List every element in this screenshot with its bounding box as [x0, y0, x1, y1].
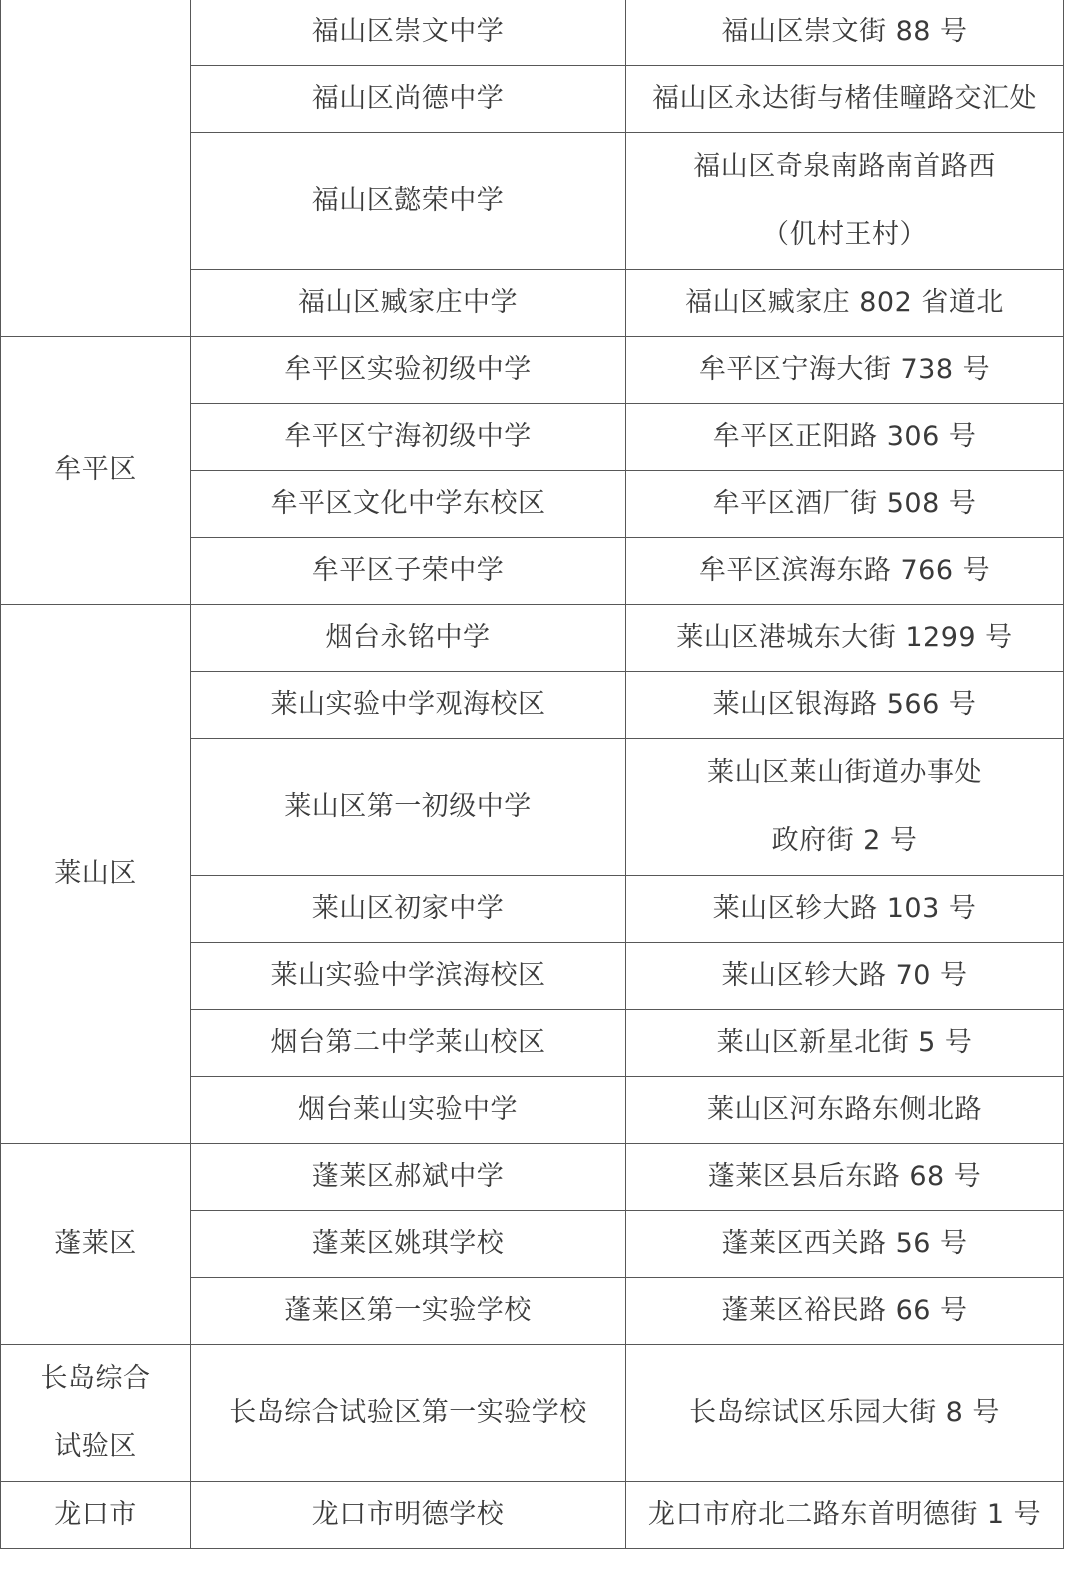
school-address: 蓬莱区县后东路 68 号 — [707, 1160, 982, 1192]
district-label-line: 试验区 — [54, 1431, 137, 1462]
school-name: 烟台永铭中学 — [325, 621, 491, 653]
school-address: 莱山区河东路东侧北路 — [707, 1093, 982, 1125]
school-name: 福山区臧家庄中学 — [298, 286, 518, 318]
school-name: 牟平区子荣中学 — [311, 554, 505, 586]
district-label: 牟平区 — [54, 454, 137, 486]
school-address-cell — [626, 943, 1064, 1010]
school-name: 福山区崇文中学 — [311, 15, 505, 47]
school-address: 龙口市府北二路东首明德街 1 号 — [647, 1498, 1042, 1530]
school-address-cell — [626, 538, 1064, 605]
school-name-cell — [191, 672, 626, 739]
school-name-cell — [191, 538, 626, 605]
school-name: 莱山实验中学滨海校区 — [270, 959, 546, 991]
school-address-cell — [626, 1211, 1064, 1278]
school-address-cell — [626, 133, 1064, 270]
table-row — [1, 0, 1064, 66]
district-label: 龙口市 — [54, 1498, 137, 1530]
school-address: 牟平区正阳路 306 号 — [712, 420, 977, 452]
table-body — [1, 0, 1064, 1549]
table-row — [1, 1345, 1064, 1482]
school-address: 莱山区轸大路 103 号 — [712, 892, 977, 924]
school-name-cell — [191, 337, 626, 404]
table-row — [1, 337, 1064, 404]
table-row — [1, 1144, 1064, 1211]
school-address: 牟平区滨海东路 766 号 — [698, 554, 991, 586]
school-name: 牟平区宁海初级中学 — [284, 420, 532, 452]
school-name: 烟台莱山实验中学 — [298, 1093, 518, 1125]
school-address-cell — [626, 1482, 1064, 1549]
school-address-cell — [626, 270, 1064, 337]
school-address-cell — [626, 404, 1064, 471]
school-address-line: 政府街 2 号 — [771, 825, 918, 856]
school-name-cell — [191, 1010, 626, 1077]
school-address-line: 莱山区莱山街道办事处 — [707, 757, 982, 788]
school-name-cell — [191, 1345, 626, 1482]
school-address: 莱山区轸大路 70 号 — [721, 959, 968, 991]
school-address-cell — [626, 672, 1064, 739]
school-address-cell — [626, 1345, 1064, 1482]
school-address-cell — [626, 1010, 1064, 1077]
district-cell — [1, 0, 191, 337]
school-address: 牟平区宁海大街 738 号 — [698, 353, 991, 385]
school-name-cell — [191, 1211, 626, 1278]
school-name-cell — [191, 1278, 626, 1345]
school-address: 蓬莱区西关路 56 号 — [721, 1227, 968, 1259]
table-row — [1, 1482, 1064, 1549]
school-address-cell — [626, 1077, 1064, 1144]
school-address-line: 福山区奇泉南路南首路西 — [693, 151, 996, 182]
school-address-line: （仉村王村） — [762, 219, 927, 250]
school-name-cell — [191, 876, 626, 943]
school-name: 长岛综合试验区第一实验学校 — [229, 1396, 587, 1428]
school-address: 牟平区酒厂街 508 号 — [712, 487, 977, 519]
school-name-cell — [191, 404, 626, 471]
school-name-cell — [191, 270, 626, 337]
school-name-cell — [191, 1482, 626, 1549]
district-cell — [1, 1144, 191, 1345]
school-address: 福山区永达街与楮佳疃路交汇处 — [652, 82, 1037, 114]
school-name-cell — [191, 66, 626, 133]
school-address: 莱山区银海路 566 号 — [712, 688, 977, 720]
school-name-cell — [191, 739, 626, 876]
school-address: 蓬莱区裕民路 66 号 — [721, 1294, 968, 1326]
district-cell — [1, 605, 191, 1144]
school-address: 莱山区新星北街 5 号 — [716, 1026, 973, 1058]
school-address-cell — [626, 471, 1064, 538]
school-name-cell — [191, 605, 626, 672]
school-address-cell — [626, 1278, 1064, 1345]
school-address: 福山区臧家庄 802 省道北 — [685, 286, 1004, 318]
school-name: 莱山实验中学观海校区 — [270, 688, 546, 720]
school-address-cell — [626, 876, 1064, 943]
school-name-cell — [191, 1144, 626, 1211]
school-address-cell — [626, 605, 1064, 672]
school-name: 福山区尚德中学 — [311, 82, 505, 114]
school-name: 牟平区实验初级中学 — [284, 353, 532, 385]
school-name: 莱山区初家中学 — [311, 892, 505, 924]
school-name: 牟平区文化中学东校区 — [270, 487, 546, 519]
school-name-cell — [191, 1077, 626, 1144]
school-address-cell — [626, 337, 1064, 404]
district-label: 蓬莱区 — [54, 1227, 137, 1259]
district-cell — [1, 1345, 191, 1482]
district-cell — [1, 337, 191, 605]
school-name: 福山区懿荣中学 — [311, 184, 505, 216]
school-address-cell — [626, 1144, 1064, 1211]
school-address: 长岛综试区乐园大街 8 号 — [689, 1396, 1000, 1428]
school-address: 莱山区港城东大街 1299 号 — [676, 621, 1013, 653]
school-name-cell — [191, 943, 626, 1010]
district-label-line: 长岛综合 — [40, 1363, 151, 1394]
district-label: 莱山区 — [54, 857, 137, 889]
school-name: 龙口市明德学校 — [311, 1498, 505, 1530]
school-name-cell — [191, 471, 626, 538]
school-name: 蓬莱区第一实验学校 — [284, 1294, 532, 1326]
school-address-cell — [626, 66, 1064, 133]
school-name: 莱山区第一初级中学 — [284, 790, 532, 822]
district-cell — [1, 1482, 191, 1549]
school-address-cell — [626, 739, 1064, 876]
school-address: 福山区崇文街 88 号 — [721, 15, 968, 47]
school-address-cell — [626, 0, 1064, 66]
school-name-cell — [191, 0, 626, 66]
school-name: 烟台第二中学莱山校区 — [270, 1026, 546, 1058]
school-name: 蓬莱区姚琪学校 — [311, 1227, 505, 1259]
school-name: 蓬莱区郝斌中学 — [311, 1160, 505, 1192]
school-name-cell — [191, 133, 626, 270]
table-row — [1, 605, 1064, 672]
